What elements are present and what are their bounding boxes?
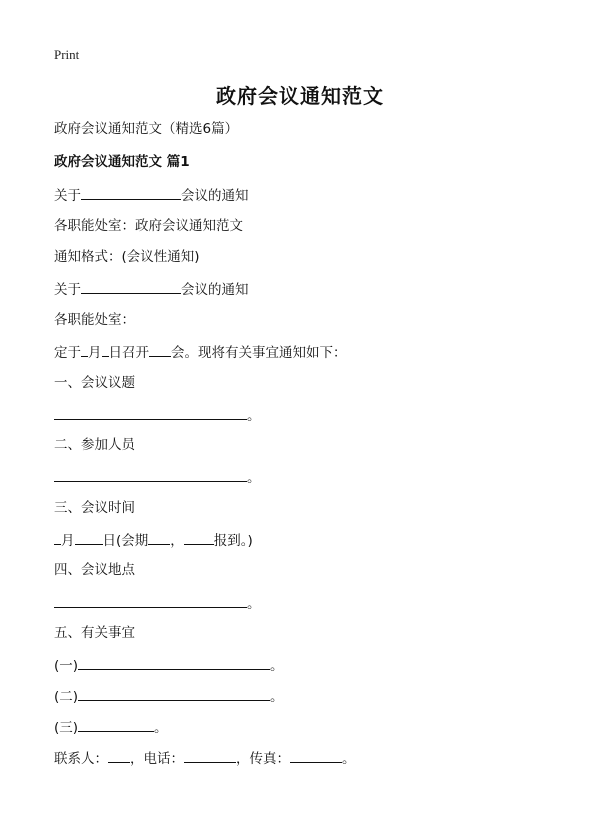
item-matters: 五、有关事宜 [54, 625, 135, 641]
matter-1 [54, 655, 284, 675]
contact-end: 。 [342, 751, 356, 767]
item-time: 三、会议时间 [54, 500, 135, 516]
blank-field[interactable] [184, 748, 236, 763]
time-comma: ， [170, 533, 184, 549]
item-venue: 四、会议地点 [54, 562, 135, 578]
blank-field[interactable] [54, 405, 247, 420]
blank-field[interactable] [75, 530, 103, 545]
blank-field[interactable] [149, 342, 171, 357]
departments-line-1: 各职能处室：政府会议通知范文 [54, 218, 243, 234]
item-attendees: 二、参加人员 [54, 437, 135, 453]
blank-field[interactable] [108, 748, 130, 763]
blank-field[interactable] [54, 530, 61, 545]
blank-field[interactable] [102, 342, 109, 357]
period: 。 [270, 689, 284, 705]
time-month: 月 [61, 533, 75, 549]
contact-line [54, 748, 356, 768]
blank-field[interactable] [148, 530, 170, 545]
time-register: 报到。) [213, 533, 253, 549]
item-topic: 一、会议议题 [54, 375, 135, 391]
blank-field[interactable] [54, 467, 247, 482]
about-line-2 [54, 279, 249, 299]
topic-blank-line [54, 405, 261, 425]
matter-number: (一) [54, 658, 79, 674]
date-prefix: 定于 [54, 345, 81, 361]
document-title: 政府会议通知范文 [216, 84, 384, 108]
date-suffix: 会。现将有关事宜通知如下： [171, 345, 347, 361]
period: 。 [154, 720, 168, 736]
venue-blank-line [54, 593, 261, 613]
date-line [54, 342, 347, 362]
about-suffix: 会议的通知 [181, 188, 249, 204]
contact-person-label: 联系人： [54, 751, 108, 767]
phone-label: ，电话： [130, 751, 184, 767]
about-suffix: 会议的通知 [181, 282, 249, 298]
blank-field[interactable] [81, 279, 181, 294]
section-heading: 政府会议通知范文 篇1 [54, 154, 190, 170]
blank-field[interactable] [54, 593, 247, 608]
blank-field[interactable] [78, 717, 154, 732]
time-line [54, 530, 253, 550]
format-line: 通知格式：(会议性通知) [54, 249, 200, 265]
period: 。 [270, 658, 284, 674]
document-subtitle: 政府会议通知范文（精选6篇） [54, 121, 239, 137]
blank-field[interactable] [81, 185, 181, 200]
blank-field[interactable] [290, 748, 342, 763]
matter-number: (二) [54, 689, 79, 705]
about-line-1 [54, 185, 249, 205]
date-day: 日召开 [108, 345, 149, 361]
matter-2 [54, 686, 284, 706]
blank-field[interactable] [81, 342, 88, 357]
blank-field[interactable] [78, 655, 270, 670]
date-month: 月 [88, 345, 102, 361]
matter-3 [54, 717, 168, 737]
period: 。 [247, 470, 261, 486]
period: 。 [247, 408, 261, 424]
fax-label: ，传真： [236, 751, 290, 767]
matter-number: (三) [54, 720, 79, 736]
departments-line-2: 各职能处室： [54, 312, 135, 328]
blank-field[interactable] [184, 530, 214, 545]
print-label[interactable]: Print [54, 47, 80, 62]
about-prefix: 关于 [54, 188, 81, 204]
time-day: 日(会期 [102, 533, 149, 549]
attendees-blank-line [54, 467, 261, 487]
about-prefix: 关于 [54, 282, 81, 298]
period: 。 [247, 596, 261, 612]
blank-field[interactable] [78, 686, 270, 701]
